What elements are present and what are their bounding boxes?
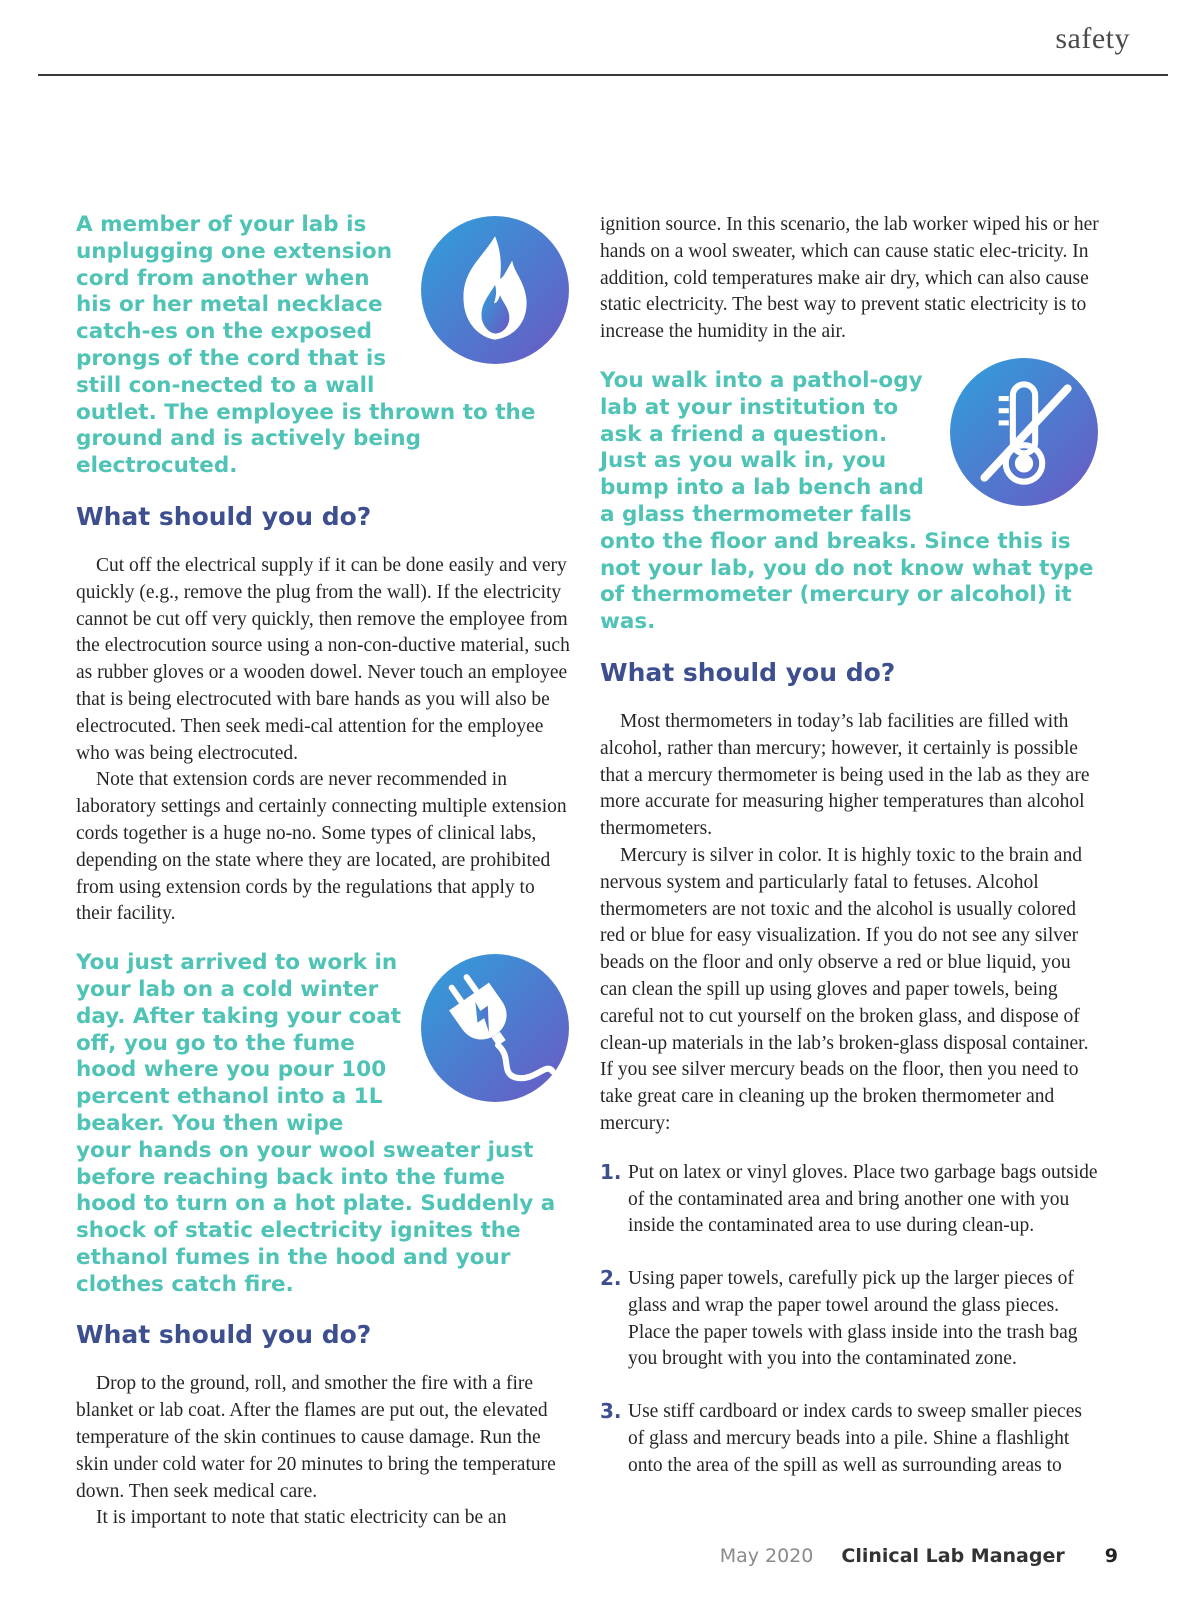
paragraph: It is important to note that static electricity can be an	[96, 1507, 507, 1529]
paragraph: Note that extension cords are never recommended in laboratory settings and certainly connecting multiple extension cords together is a huge no-no. Some types of clinical labs, depending on the state where they are located, are prohibited from using extension cords by the regulations that apply to their facility.	[76, 769, 567, 925]
question-heading: What should you do?	[600, 657, 896, 687]
broken-thermometer-icon	[948, 356, 1100, 508]
issue-date: May 2020	[719, 1545, 814, 1567]
scenario-text: A member of your lab is unplugging one extension cord from another when his or her metal necklace catch-es on the exposed prongs of the cord that is still con-nected to a wall outlet. The employee is thrown to the ground and is actively being electrocuted.	[76, 212, 536, 479]
cleanup-steps	[600, 1160, 1100, 1480]
paragraph: Drop to the ground, roll, and smother the fire with a fire blanket or lab coat. After the flames are put out, the elevated temperature of the skin continues to cause damage. Run the skin under cold water for 20 minutes to bring the temperature down. Then seek medical care.	[76, 1373, 556, 1502]
fire-icon	[419, 214, 571, 366]
page-number: 9	[1104, 1545, 1118, 1567]
page-footer	[720, 1545, 1118, 1567]
left-column	[76, 212, 571, 1532]
step-text: Using paper towels, carefully pick up the larger pieces of glass and wrap the paper towel around the glass pieces. Place the paper towels with glass inside into the trash bag you brought with you into the contaminated zone.	[628, 1268, 1078, 1370]
magazine-name: Clinical Lab Manager	[841, 1545, 1065, 1567]
step-text: Put on latex or vinyl gloves. Place two garbage bags outside of the contaminated area and bring another one with you inside the contaminated area to use during clean-up.	[628, 1161, 1098, 1237]
question-heading: What should you do?	[76, 501, 372, 531]
list-item	[600, 1399, 1100, 1479]
answer-thermometer	[600, 709, 1100, 1138]
paragraph: Most thermometers in today’s lab facilities are filled with alcohol, rather than mercury; however, it certainly is possible that a mercury thermometer is being used in the lab as they are more accurate for measuring higher temperatures than alcohol thermometers.	[600, 710, 1090, 840]
continuation-text	[600, 212, 1100, 346]
list-item	[600, 1266, 1100, 1373]
step-text: Use stiff cardboard or index cards to sweep smaller pieces of glass and mercury beads into a pile. Shine a flashlight onto the area of the spill as well as surrounding areas to	[628, 1401, 1082, 1476]
list-item	[600, 1160, 1100, 1240]
scenario-text: You walk into a pathol-ogy lab at your institution to ask a friend a question. Just as you walk in, you bump into a lab bench and a glass thermometer falls onto the floor and breaks. Since this is not your lab, you do not know what type of thermometer (mercury or alcohol) it was.	[600, 367, 1094, 635]
paragraph: Cut off the electrical supply if it can be done easily and very quickly (e.g., remove the plug from the wall). If the electricity cannot be cut off very quickly, then remove the employee from the electrocution source using a non-con-ductive material, such as rubber gloves or a wooden dowel. Never touch an employee that is being electrocuted with bare hands as you will also be electrocuted. Then seek medi-cal attention for the employee who was being electrocuted.	[76, 554, 570, 764]
answer-electrocution	[76, 553, 571, 928]
scenario-electrocution	[76, 212, 571, 480]
paragraph: ignition source. In this scenario, the lab worker wiped his or her hands on a wool sweater, which can cause static elec-tricity. In addition, cold temperatures make air dry, which can also cause static electricity. The best way to prevent static electricity is to increase the humidity in the air.	[600, 214, 1099, 343]
scenario-thermometer	[600, 368, 1100, 636]
right-column	[600, 212, 1100, 1506]
step-number: 2.	[600, 1266, 622, 1291]
paragraph: Mercury is silver in color. It is highly toxic to the brain and nervous system and particularly fatal to fetuses. Alcohol thermometers are not toxic and the alcohol is usually colored red or blue for easy visualization. If you do not see any silver beads on the floor and only observe a red or blue liquid, you can clean the spill up using gloves and paper towels, being careful not to cut yourself on the broken glass, and dispose of clean-up materials in the lab’s broken-glass disposal container. If you see silver mercury beads on the floor, then you need to take great care in cleaning up the broken thermometer and mercury:	[600, 844, 1089, 1134]
scenario-text: You just arrived to work in your lab on a cold winter day. After taking your coat off, you go to the fume hood where you pour 100 percent ethanol into a 1L beaker. You then wipe your hands on your wool sweater just before reaching back into the fume hood to turn on a hot plate. Suddenly a shock of static electricity ignites the ethanol fumes in the hood and your clothes catch fire.	[76, 950, 556, 1297]
header-rule	[38, 74, 1168, 76]
section-label: safety	[1055, 22, 1130, 55]
answer-static-fire	[76, 1371, 571, 1532]
step-number: 1.	[600, 1159, 622, 1184]
step-number: 3.	[600, 1399, 622, 1424]
electric-plug-icon	[419, 952, 571, 1104]
scenario-static-fire	[76, 950, 571, 1298]
question-heading: What should you do?	[76, 1320, 372, 1350]
